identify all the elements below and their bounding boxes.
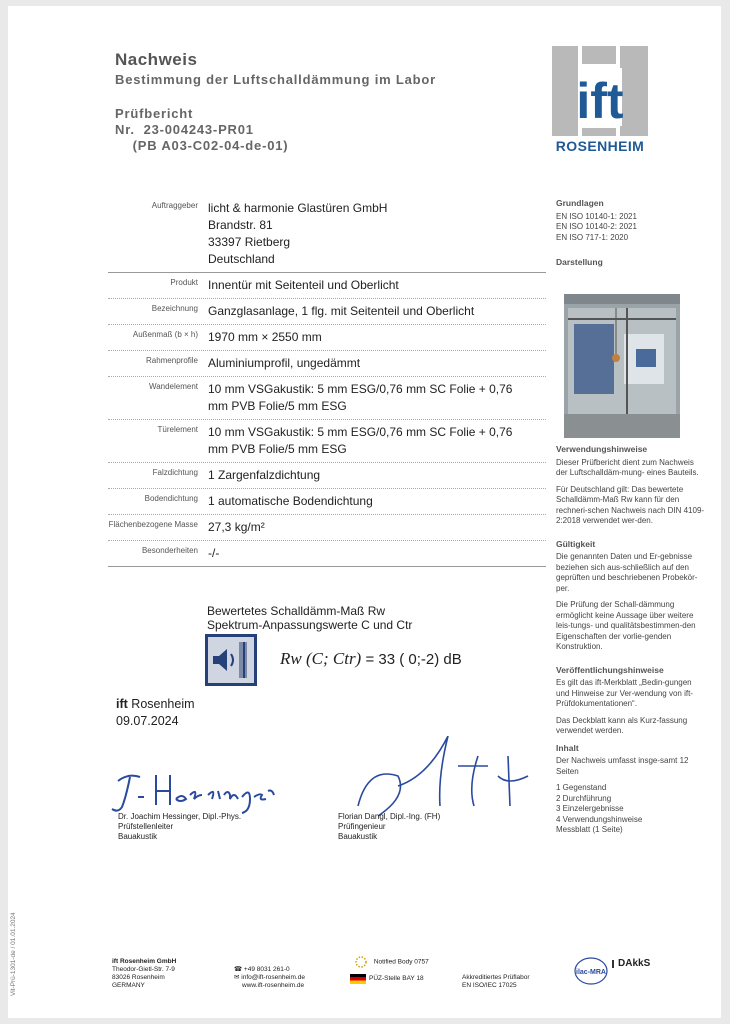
eu-stars-icon [350, 956, 372, 968]
spec-row [108, 196, 546, 273]
issue-date: 09.07.2024 [116, 714, 179, 728]
footer-company-name: ift Rosenheim GmbH [112, 958, 177, 965]
spec-row [108, 377, 546, 420]
spec-label: Außenmaß (b × h) [132, 330, 198, 339]
spec-value-line: Ganzglasanlage, 1 flg. mit Seitenteil und Oberlicht [208, 304, 475, 318]
spec-value-line: Aluminiumprofil, ungedämmt [208, 356, 361, 370]
organization [116, 696, 195, 730]
spec-value-line: 1970 mm × 2550 mm [208, 330, 322, 344]
german-flag-icon [350, 974, 366, 984]
spec-label: Bezeichnung [151, 304, 198, 313]
gueltigkeit-text-2: Die Prüfung der Schall-dämmung ermöglicht keine Aussage über weitere leis-tungs- und qualitätsbestimmen-den Eigenschaften der vorlie-genden Konstruktion. [556, 600, 696, 651]
inhalt-heading: Inhalt [556, 742, 579, 753]
svg-text:ilac-MRA: ilac-MRA [576, 969, 606, 976]
sidebar [556, 198, 706, 271]
spec-label: Türelement [157, 425, 198, 434]
veroeffentlichung-text-1: Es gilt das ift-Merkblatt „Bedin-gungen und Hinweise zur Ver-wendung von ift-Prüfdokumentationen“. [556, 678, 693, 708]
result-line-1: Bewertetes Schalldämm-Maß Rw [207, 604, 386, 618]
org-name-rest: Rosenheim [127, 697, 195, 711]
spec-value-line: Innentür mit Seitenteil und Oberlicht [208, 278, 399, 292]
spec-label: Flächenbezogene Masse [108, 520, 198, 529]
spec-row [108, 299, 546, 325]
spec-value-line: 10 mm VSGakustik: 5 mm ESG/0,76 mm SC Folie + 0,76 [208, 425, 513, 439]
spec-value-line: mm PVB Folie/5 mm ESG [208, 442, 347, 456]
dakks-text: DAkkS [618, 958, 651, 969]
spec-value [208, 273, 399, 298]
logo-city: ROSENHEIM [555, 138, 645, 154]
notified-body: Notified Body 0757 [373, 958, 429, 966]
spec-value-line: 10 mm VSGakustik: 5 mm ESG/0,76 mm SC Folie + 0,76 [208, 382, 513, 396]
email-icon: ✉ [234, 974, 242, 981]
sidebar-lower [556, 444, 706, 836]
form-code: Vit-Prü-1301-de / 01.01.2024 [10, 912, 17, 996]
footer-accreditation [462, 974, 530, 990]
footer-phone: +49 8031 261-0 [243, 966, 290, 973]
result-formula [280, 649, 462, 669]
spec-value-line: Brandstr. 81 [208, 218, 273, 232]
grundlagen-item: EN ISO 10140-2: 2021 [556, 222, 637, 231]
inhalt-item: 1 Gegenstand [556, 783, 607, 792]
inhalt-item: 4 Verwendungshinweise [556, 814, 643, 824]
spec-row [108, 515, 546, 541]
spec-row [108, 420, 546, 463]
hinweise-text-1: Dieser Prüfbericht dient zum Nachweis der Luftschalldäm-mung- eines Bauteils. [556, 457, 699, 477]
sound-insulation-icon [205, 634, 257, 686]
veroeffentlichung-heading: Veröffentlichungshinweise [556, 664, 664, 675]
dakks-logo [612, 960, 650, 968]
document-subtitle: Bestimmung der Luftschalldämmung im Labor [115, 72, 436, 87]
gueltigkeit-heading: Gültigkeit [556, 538, 596, 549]
hinweise-heading: Verwendungshinweise [556, 444, 648, 454]
spec-value-line: -/- [208, 546, 220, 560]
footer-web: www.ift-rosenheim.de [242, 982, 305, 989]
signer-1-role: Prüfstellenleiter [118, 822, 174, 831]
result-line-2: Spektrum-Anpassungswerte C und Ctr [207, 618, 413, 632]
logo-text: ift [576, 73, 624, 129]
footer-company [112, 958, 176, 990]
spec-label: Besonderheiten [141, 546, 198, 555]
signer-2-role: Prüfingenieur [338, 822, 386, 831]
spec-label: Falzdichtung [152, 468, 198, 477]
spec-value-line: Deutschland [208, 252, 275, 266]
report-label: Prüfbericht [115, 106, 194, 121]
spec-value [208, 196, 387, 272]
veroeffentlichung-text-2: Das Deckblatt kann als Kurz-fassung verwendet werden. [556, 715, 688, 735]
ilac-mra-logo [574, 956, 608, 986]
signer-1-name: Dr. Joachim Hessinger, Dipl.-Phys. [118, 812, 242, 821]
spec-row [108, 351, 546, 377]
spec-label: Rahmenprofile [145, 356, 198, 365]
grundlagen-heading: Grundlagen [556, 198, 604, 208]
inhalt-list [556, 783, 706, 836]
spec-label: Wandelement [148, 382, 198, 391]
signer-2 [338, 812, 440, 842]
org-name-bold: ift [116, 697, 128, 711]
darstellung-heading: Darstellung [556, 257, 603, 267]
footer-country: GERMANY [112, 982, 145, 989]
grundlagen-item: EN ISO 717-1: 2020 [556, 232, 629, 242]
spec-label: Bodendichtung [144, 494, 198, 503]
spec-label: Produkt [170, 278, 198, 287]
spec-label: Auftraggeber [151, 201, 198, 210]
spec-row [108, 325, 546, 351]
spec-value [208, 489, 373, 514]
specification-table [108, 196, 546, 567]
inhalt-item: 2 Durchführung [556, 793, 612, 803]
spec-row [108, 273, 546, 299]
document-page [8, 6, 721, 1018]
document-title: Nachweis [115, 50, 198, 69]
spec-value-line: mm PVB Folie/5 mm ESG [208, 399, 347, 413]
spec-value [208, 325, 322, 350]
signer-2-name: Florian Dangl, Dipl.-Ing. (FH) [338, 812, 441, 821]
inhalt-item: 3 Einzelergebnisse [556, 804, 624, 813]
spec-row [108, 463, 546, 489]
spec-row [108, 489, 546, 515]
spec-value-line: 27,3 kg/m² [208, 520, 265, 534]
spec-value-line: 1 automatische Bodendichtung [208, 494, 373, 508]
grundlagen-item: EN ISO 10140-1: 2021 [556, 211, 637, 221]
spec-value [208, 299, 474, 324]
formula-value: = 33 ( 0;-2) dB [365, 651, 462, 668]
footer-email: info@ift-rosenheim.de [241, 974, 305, 981]
accreditation-standard: EN ISO/IEC 17025 [462, 982, 517, 989]
grundlagen-list [556, 212, 706, 244]
report-info [115, 106, 288, 154]
report-reference: (PB A03-C02-04-de-01) [115, 138, 289, 153]
inhalt-intro: Der Nachweis umfasst insge-samt 12 Seiten [556, 756, 689, 776]
spec-value-line: licht & harmonie Glastüren GmbH [208, 201, 388, 215]
phone-icon: ☎ [234, 966, 244, 973]
inhalt-item: Messblatt (1 Seite) [556, 825, 623, 834]
footer-notified [350, 956, 450, 984]
spec-value-line: 33397 Rietberg [208, 235, 291, 249]
accreditation-title: Akkreditiertes Prüflabor [462, 974, 530, 981]
pue-stelle: PÜZ-Stelle BAY 18 [369, 975, 424, 982]
spec-value [208, 463, 320, 488]
spec-value [208, 420, 512, 462]
signer-1 [118, 812, 241, 842]
product-photo [564, 294, 680, 438]
footer-contact [234, 966, 305, 990]
gueltigkeit-text-1: Die genannten Daten und Er-gebnisse beziehen sich aus-schließlich auf den geprüften und beschriebenen Probekör-per. [556, 552, 698, 593]
footer-street: Theodor-Gietl-Str. 7-9 [112, 966, 175, 973]
formula-label: Rw (C; Ctr) [280, 649, 362, 668]
spec-value [208, 541, 219, 566]
signer-1-dept: Bauakustik [118, 832, 158, 841]
spec-row [108, 541, 546, 567]
report-number: Nr. 23-004243-PR01 [115, 122, 254, 137]
spec-value-line: 1 Zargenfalzdichtung [208, 468, 321, 482]
signer-2-dept: Bauakustik [338, 832, 378, 841]
footer-city: 83026 Rosenheim [112, 974, 165, 981]
spec-value [208, 351, 360, 376]
spec-value [208, 377, 512, 419]
hinweise-text-2: Für Deutschland gilt: Das bewertete Schalldämm-Maß Rw kann für den rechneri-schen Nachweis nach DIN 4109-2:2018 verwendet wer-den. [556, 484, 705, 525]
spec-value [208, 515, 265, 540]
result-title [207, 604, 412, 632]
